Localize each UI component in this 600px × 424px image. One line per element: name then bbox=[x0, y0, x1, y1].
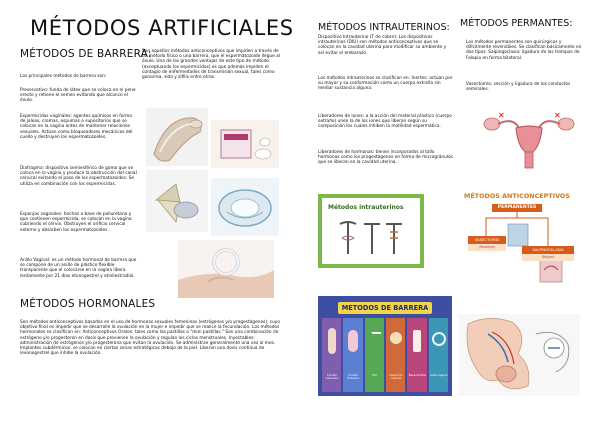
diaphragm-image bbox=[146, 170, 208, 232]
poster-panel bbox=[343, 318, 362, 392]
condom-image bbox=[146, 108, 208, 166]
diagram-subtitle: PERMANENTES bbox=[492, 204, 542, 212]
diu-banner-title: Métodos intrauterinos bbox=[328, 204, 404, 211]
poster-label: Espermicidas bbox=[408, 374, 426, 377]
barrera-preservativo: Preservativo: funda de látex que se coloca en el pene erecto y retiene el semen evitando que alcance el óvulo. bbox=[20, 88, 136, 104]
diagram-salpingoclasia: SALPINGOCLASIA bbox=[522, 246, 574, 254]
barrera-intro: Son aquellos métodos anticonceptivos que impiden a través de un método físico o una barrera, que el espermatozoide llegue al óvulo. Una de las grandes ventajas de este tipo de método (exceptuando los espermicidas) es que además impiden el contagio de enfermedades de transmisión sexual, tales como gonorrea, sida y zifilis entre otras. bbox=[142, 49, 280, 81]
permanentes-p1: Los métodos permanentes son quirúrgicos y difícilmente reversibles. Se clasifican básicamente en dos tipos: Salpingoclasia: ligadura de las trompas de Falopio en forma bilateral. bbox=[466, 40, 582, 61]
permanentes-p2: Vasectomía: sección y ligadura de los conductos seminales. bbox=[466, 82, 571, 93]
uterus-image bbox=[478, 106, 580, 172]
barrera-list-intro: Los principales métodos de barrera son: bbox=[20, 74, 107, 79]
barrera-poster-image bbox=[318, 296, 452, 396]
iud-devices-icon bbox=[336, 218, 406, 260]
diu-banner-image bbox=[318, 194, 424, 268]
vaginal-ring-image bbox=[178, 240, 274, 298]
barrera-anillo: Anillo Vaginal: es un método hormonal de barrera que se compone de un anillo de plástico flexible transparente que el colocarse en la vagina libera lentamente por 21 días etonogestrel y etinilestradiol. bbox=[20, 258, 137, 279]
male-anatomy-image bbox=[458, 314, 580, 396]
intrauterinos-p1: Dispositivo Intrauterino (T de cobre): Los dispositivos intrauterinos (DIU) son métodos anticonceptivos que se colocan en la cavidad uterina para modificar su ambiente y así evitar el embarazo. bbox=[318, 35, 447, 56]
sponge-image bbox=[211, 178, 279, 236]
poster-panels bbox=[322, 318, 448, 392]
barrera-diafragma: Diafragma: dispositivo semiesférico de goma que se coloca en la vagina y produce la obstrucción del canal cervical evitando el paso de los espermatozoides. Se utiliza en combinación con los espermicidas. bbox=[20, 166, 137, 187]
spermicide-image bbox=[211, 120, 279, 168]
poster-label: Condón femenino bbox=[347, 374, 360, 380]
diagram-vasectomia: VASECTOMÍA bbox=[468, 236, 506, 244]
poster-panel bbox=[386, 318, 405, 392]
section-title-permanentes: MÉTODOS PERMANTES: bbox=[460, 18, 573, 29]
poster-panel bbox=[365, 318, 384, 392]
diagram-vasectomia-sub: (Hombre) bbox=[468, 244, 506, 251]
section-title-hormonales: MÉTODOS HORMONALES bbox=[20, 298, 156, 310]
intrauterinos-p4: Liberadores de hormonas: tienen incorporados al tallo hormonas como los progestágenos en forma de microgránulos que se liberan en la cavidad uterina. bbox=[318, 150, 453, 166]
poster-label: Capuchón cervical bbox=[389, 374, 403, 380]
section-title-intrauterinos: MÉTODOS INTRAUTERINOS: bbox=[318, 22, 450, 33]
intrauterinos-p3: Liberadores de iones: a la acción del material plástico (cuerpo extraño) unen la de los iones que liberan según su composición los cuales inhiben la motilidad espermática. bbox=[318, 114, 452, 130]
svg-text:✕: ✕ bbox=[554, 111, 561, 120]
page-title: MÉTODOS ARTIFICIALES bbox=[30, 16, 294, 40]
permanentes-diagram-image bbox=[452, 190, 582, 286]
hormonales-text: Son métodos anticonceptivos basados en el uso de hormonas sexuales femeninas (estrógenos y/o progestágenos), cuyo objetivo final es impedir que se desarrolle la ovulación en la mujer e impedir que se realice la fecundación. Los métodos hormonales se clasifican en: Anticonceptivos Orales: tales como las pastillas o "mini pastillas." Son una combinación de estrógeno y/o progesteron en dosis que previenen la ovulación y regulan los ciclos menstruales. Inyectables: administración de estrógenos y/o progesterona que evitan la ovulación. Se administran generalmente una vez al mes. Implantes subdérmicos: se colocan en ciertas zonas estratégicas debajo de la piel. Liberan una dosis continua de levonogestrel que inhibe la ovulación. bbox=[20, 320, 280, 357]
poster-label: DIU bbox=[372, 374, 377, 377]
poster-panel bbox=[407, 318, 426, 392]
diagram-salpingoclasia-sub: (Mujer) bbox=[522, 254, 574, 261]
poster-title: METODOS DE BARRERA bbox=[338, 302, 432, 314]
diagram-title: MÉTODOS ANTICONCEPTIVOS bbox=[464, 192, 570, 200]
section-title-barrera: MÉTODOS DE BARRERA: bbox=[20, 48, 152, 60]
intrauterinos-p2: Los métodos intrauterinos se clasifican en: Inertes: actúan por su mayor y su conformación como un cuerpo extraño sin mediar sustancia alguna. bbox=[318, 76, 453, 92]
svg-text:✕: ✕ bbox=[498, 111, 505, 120]
poster-panel bbox=[429, 318, 448, 392]
barrera-esponjas: Esponjas vaginales: hechas a base de poliuretano y que contienen espermicida, se colocan en la vagina cubriendo el cérvix. Obstruyen el orificio cervical externo y absorben los espermatozoides. bbox=[20, 212, 132, 233]
poster-label: Condón masculino bbox=[325, 374, 339, 380]
poster-panel bbox=[322, 318, 341, 392]
barrera-espermicidas: Espermicidas vaginales: agentes químicos en forma de jaleas, cremas, espumas o supositorios que se colocan en la vagina antes de mantener relaciones sexuales. Actúan como bloqueadores mecánicos del cuello y destruyen los espermatozoides. bbox=[20, 114, 133, 140]
poster-label: Anillo vaginal bbox=[429, 374, 448, 377]
